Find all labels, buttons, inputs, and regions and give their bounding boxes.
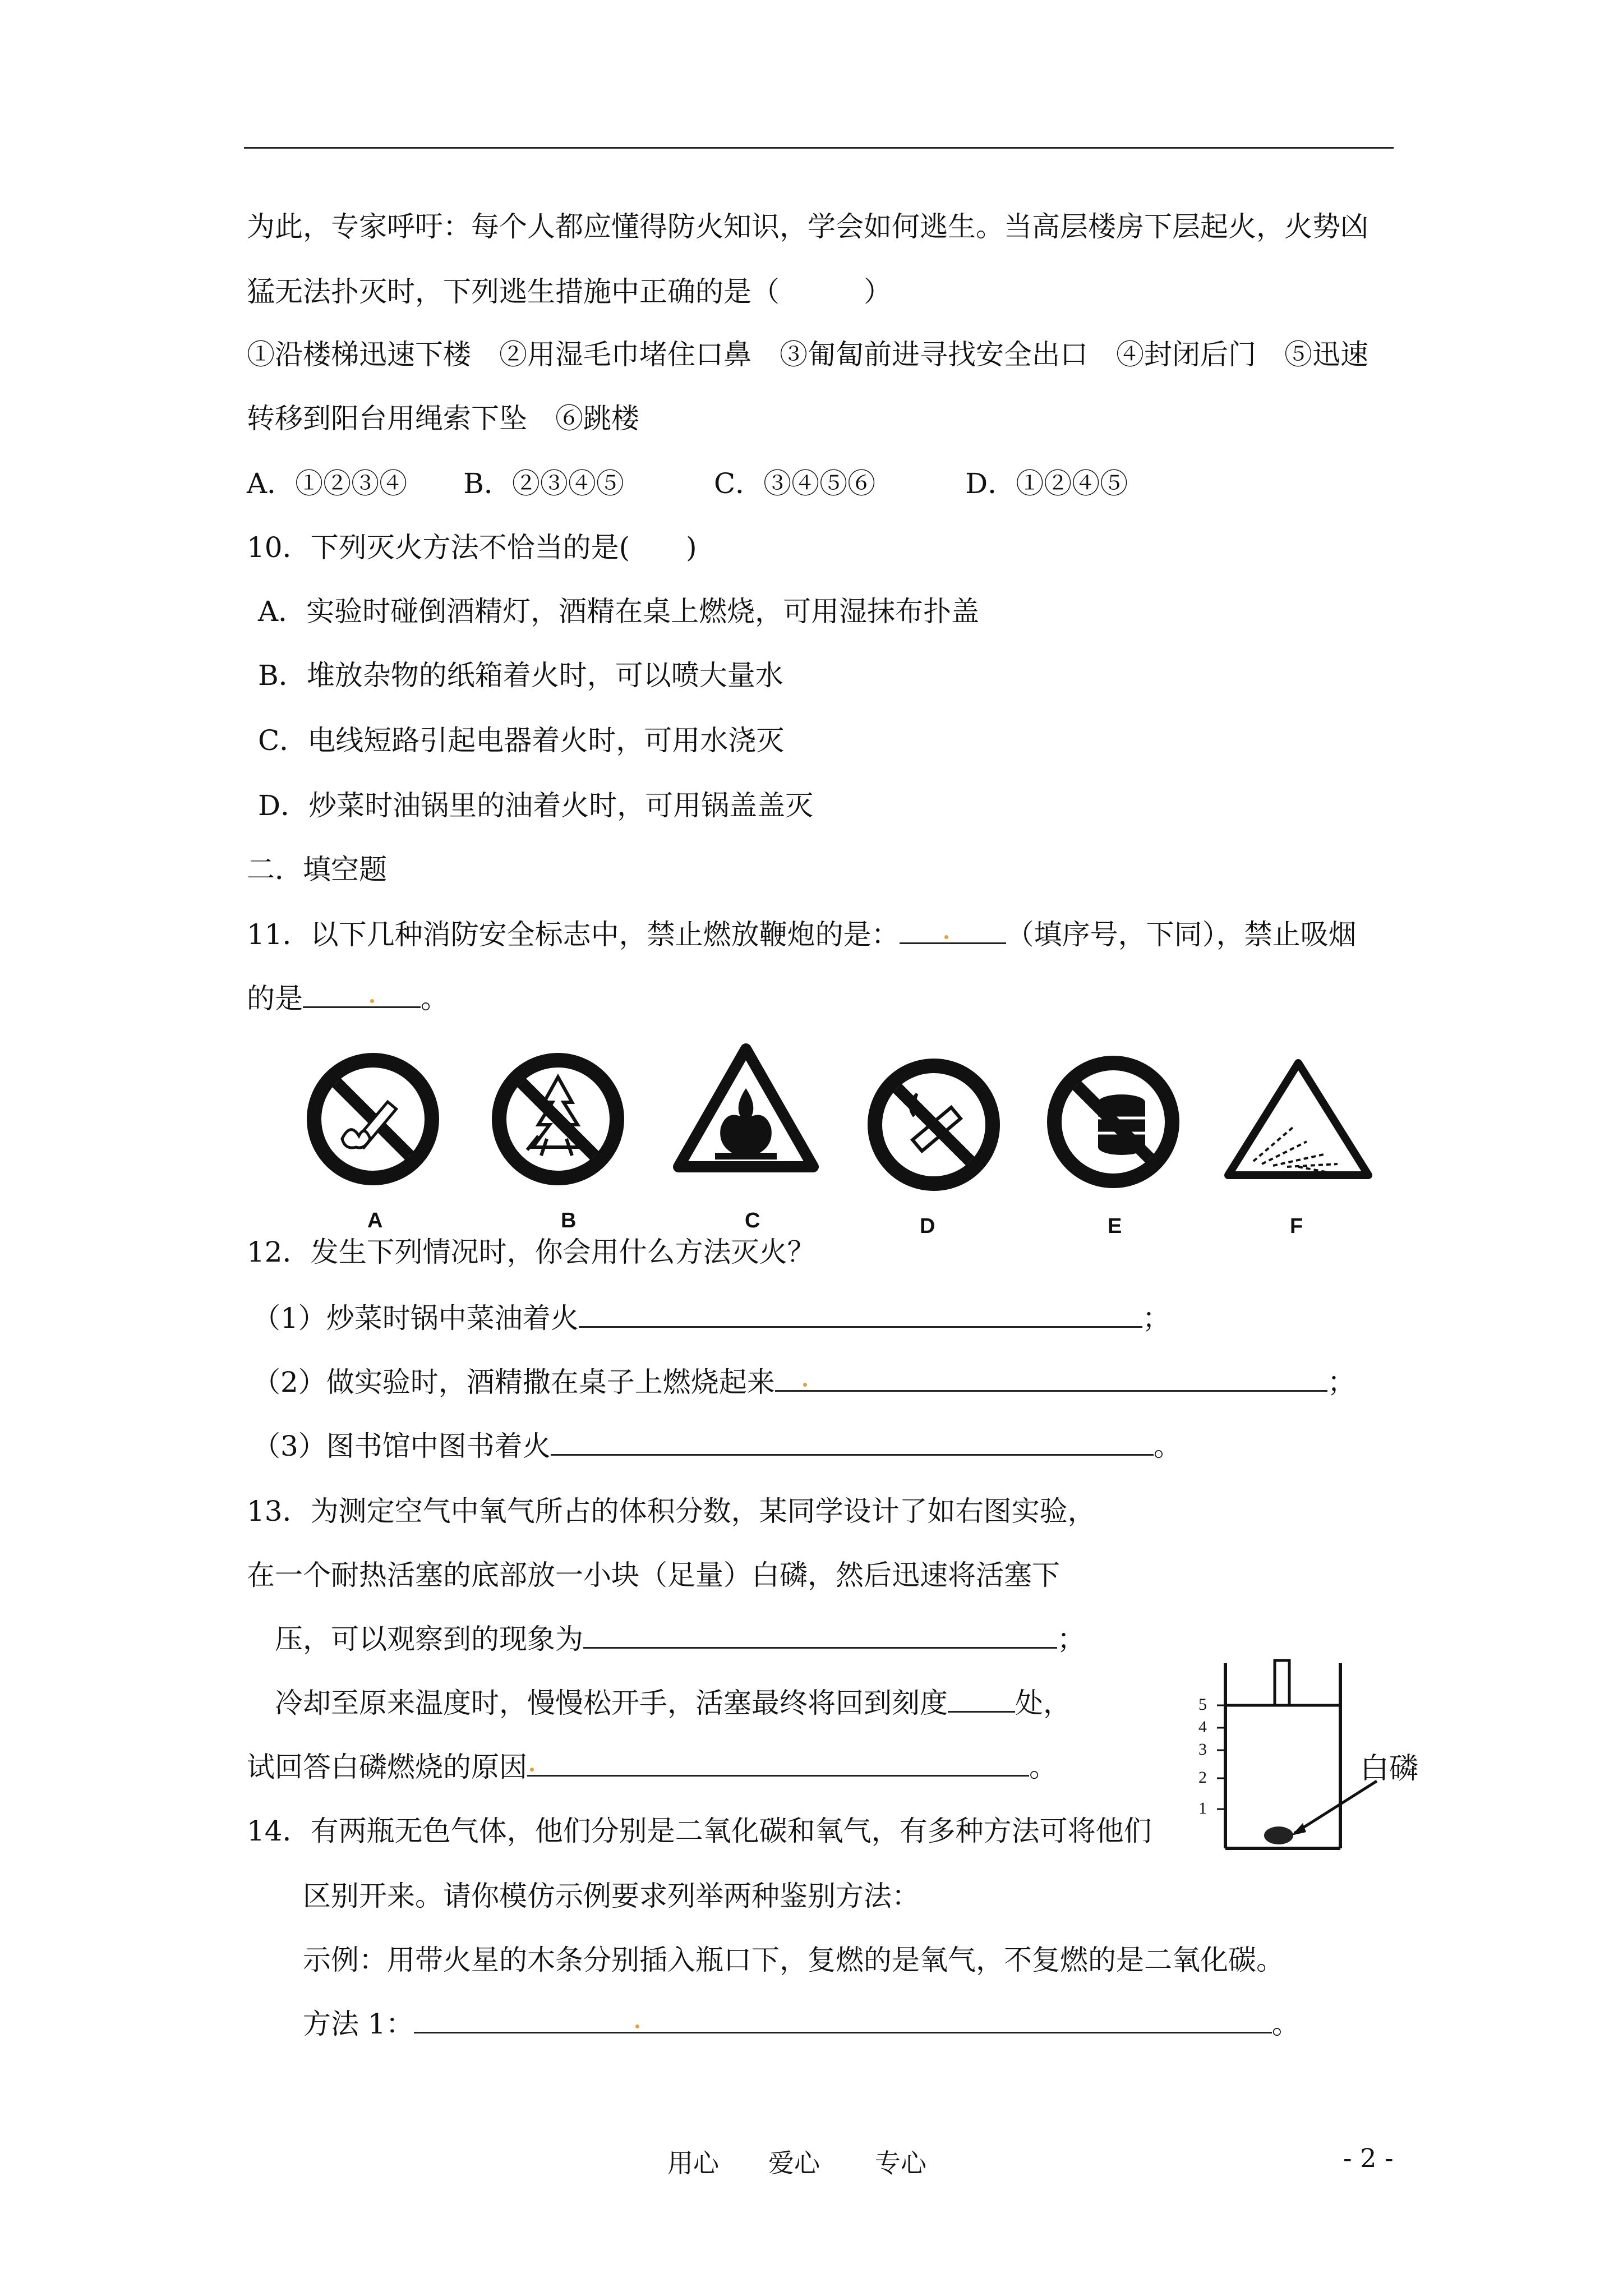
q9-line2: 猛无法扑灭时，下列逃生措施中正确的是（ ） (247, 275, 892, 308)
white-phosphorus-label: 白磷 (1360, 1752, 1419, 1786)
page-number: - 2 - (1343, 2143, 1394, 2173)
q12-item2-end: ； (1327, 1366, 1355, 1398)
q10-option-d: D．炒菜时油锅里的油着火时，可用锅盖盖灭 (258, 789, 814, 822)
q12-answer-blank-2[interactable] (775, 1364, 1327, 1392)
no-flammables-sign-icon (1043, 1052, 1183, 1192)
q13-line3-end: ； (1057, 1623, 1085, 1655)
scale-2: 2 (1198, 1768, 1207, 1787)
q9-options (247, 466, 1128, 501)
q13-answer-blank-1[interactable] (583, 1621, 1057, 1649)
q13-line5 (247, 1749, 1057, 1785)
q13-line5-text: 试回答白磷燃烧的原因 (247, 1751, 527, 1783)
q12-item3-text: （3）图书馆中图书着火 (252, 1430, 551, 1462)
q13-answer-blank-2[interactable] (948, 1685, 1015, 1713)
q11-line1 (247, 917, 1357, 953)
q11-text-3: 的是 (247, 982, 303, 1015)
q12-answer-blank-3[interactable] (551, 1428, 1154, 1456)
scale-4: 4 (1198, 1718, 1207, 1736)
q9-option-d: D．①②④⑤ (965, 467, 1128, 500)
q13-line4-end: 处， (1015, 1687, 1071, 1719)
scale-1: 1 (1198, 1799, 1207, 1818)
q10-stem: 10．下列灭火方法不恰当的是( ) (247, 531, 697, 564)
sign-label-b: B (561, 1209, 577, 1232)
section-heading: 二．填空题 (247, 853, 387, 886)
q14-line1: 14．有两瓶无色气体，他们分别是二氧化碳和氧气，有多种方法可将他们 (247, 1815, 1152, 1847)
footer-motto-1: 用心 (667, 2148, 719, 2178)
flammable-warning-sign-icon (670, 1038, 822, 1184)
header-rule (244, 147, 1394, 149)
q13-line4 (275, 1685, 1071, 1721)
q11-answer-blank-1[interactable] (900, 917, 1006, 944)
q12-stem: 12．发生下列情况时，你会用什么方法灭火？ (247, 1236, 815, 1268)
q14-method1-end: 。 (1271, 2008, 1300, 2040)
q9-option-b: B．②③④⑤ (463, 467, 624, 500)
q10-option-c: C．电线短路引起电器着火时，可用水浇灭 (258, 724, 785, 757)
q13-line1: 13．为测定空气中氧气所占的体积分数，某同学设计了如右图实验， (247, 1495, 1096, 1527)
q12-item1-text: （1）炒菜时锅中菜油着火 (252, 1302, 579, 1335)
q13-line5-end: 。 (1029, 1751, 1057, 1783)
no-fireworks-sign-icon (303, 1049, 443, 1189)
no-smoking-sign-icon (864, 1055, 1004, 1195)
scale-5: 5 (1198, 1695, 1207, 1714)
q11-text-2: （填序号，下同），禁止吸烟 (1006, 918, 1357, 951)
q10-option-a: A．实验时碰倒酒精灯，酒精在桌上燃烧，可用湿抹布扑盖 (258, 595, 980, 628)
q11-answer-blank-2[interactable] (303, 981, 421, 1008)
q14-example: 示例：用带火星的木条分别插入瓶口下，复燃的是氧气，不复燃的是二氧化碳。 (303, 1944, 1284, 1976)
q12-answer-blank-1[interactable] (579, 1300, 1142, 1328)
q13-line3-text: 压，可以观察到的现象为 (275, 1623, 583, 1655)
q12-item1-end: ； (1142, 1302, 1170, 1335)
q13-answer-blank-3[interactable] (527, 1749, 1029, 1777)
footer-motto-3: 专心 (875, 2148, 926, 2178)
q11-text-1: 11．以下几种消防安全标志中，禁止燃放鞭炮的是： (247, 918, 900, 951)
q13-line4-text: 冷却至原来温度时，慢慢松开手，活塞最终将回到刻度 (275, 1687, 948, 1719)
q14-method1-text: 方法 1： (303, 2008, 414, 2040)
q12-item2-text: （2）做实验时，酒精撒在桌子上燃烧起来 (252, 1366, 775, 1398)
sign-label-f: F (1290, 1214, 1303, 1238)
q14-method1 (303, 2006, 1300, 2042)
q11-text-4: 。 (421, 982, 449, 1015)
q14-line2: 区别开来。请你模仿示例要求列举两种鉴别方法： (303, 1880, 920, 1912)
sign-label-d: D (920, 1214, 935, 1238)
q11-line2 (247, 981, 449, 1016)
q9-line1: 为此，专家呼吁：每个人都应懂得防火知识，学会如何逃生。当高层楼房下层起火，火势凶 (247, 210, 1368, 243)
q14-answer-blank-1[interactable] (414, 2006, 1272, 2033)
q13-line2: 在一个耐热活塞的底部放一小块（足量）白磷，然后迅速将活塞下 (247, 1559, 1060, 1591)
sign-label-a: A (367, 1209, 383, 1232)
no-forest-fire-sign-icon (488, 1049, 628, 1189)
q12-item3-end: 。 (1153, 1430, 1182, 1462)
q12-item3 (252, 1428, 1182, 1464)
sign-label-c: C (745, 1209, 760, 1232)
q13-line3 (275, 1621, 1085, 1657)
q10-option-b: B．堆放杂物的纸箱着火时，可以喷大量水 (258, 659, 783, 692)
q9-line3: ①沿楼梯迅速下楼 ②用湿毛巾堵住口鼻 ③匍匐前进寻找安全出口 ④封闭后门 ⑤迅速 (247, 338, 1368, 371)
q9-option-a: A．①②③④ (247, 467, 408, 500)
piston-experiment-figure (1192, 1655, 1427, 1868)
q9-line4: 转移到阳台用绳索下坠 ⑥跳楼 (247, 402, 639, 435)
q9-option-c: C．③④⑤⑥ (713, 467, 876, 500)
sign-label-e: E (1108, 1214, 1122, 1238)
explosive-warning-sign-icon (1220, 1055, 1377, 1189)
q12-item2 (252, 1364, 1355, 1400)
scale-3: 3 (1198, 1740, 1207, 1759)
q12-item1 (252, 1300, 1170, 1336)
footer-motto-2: 爱心 (768, 2148, 820, 2178)
